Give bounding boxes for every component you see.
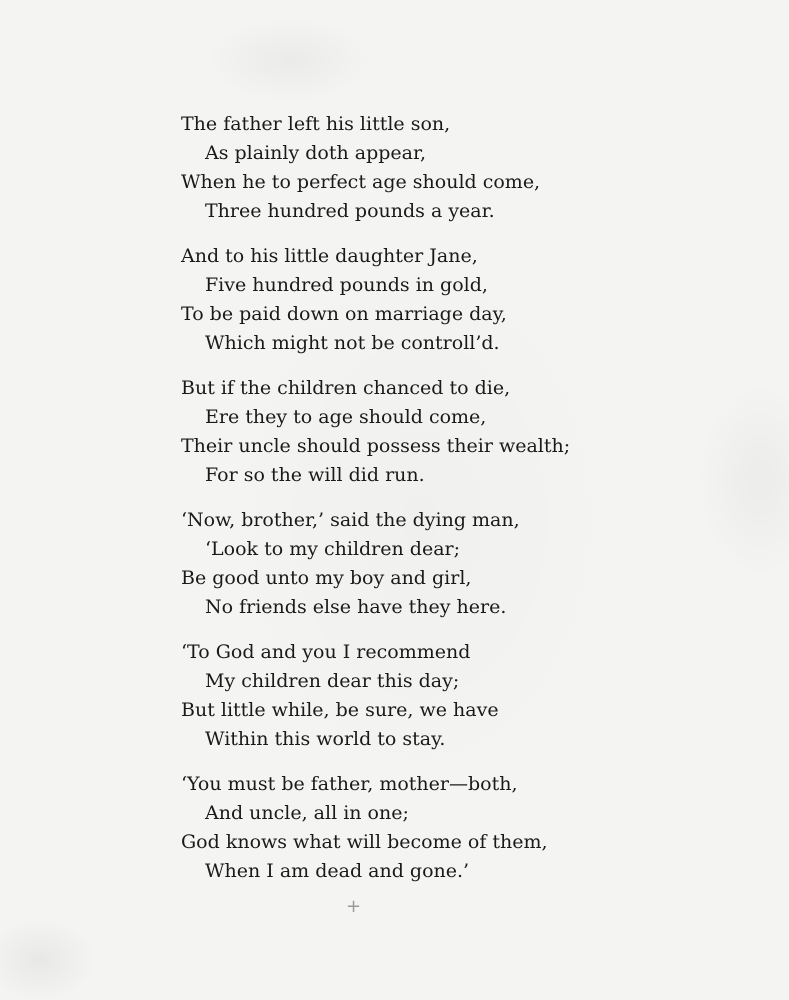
poem-line: Their uncle should possess their wealth; xyxy=(181,435,571,457)
stanza-1 xyxy=(181,110,651,226)
poem-line: My children dear this day; xyxy=(205,670,460,692)
poem-line: ‘To God and you I recommend xyxy=(181,641,471,663)
poem-line: No friends else have they here. xyxy=(205,596,507,618)
poem-line: Within this world to stay. xyxy=(205,728,446,750)
poem-line: ‘Now, brother,’ said the dying man, xyxy=(181,509,520,531)
poem-line: Which might not be controll’d. xyxy=(205,332,500,354)
poem-line: ‘You must be father, mother—both, xyxy=(181,773,518,795)
poem-text xyxy=(181,110,651,902)
poem-line: To be paid down on marriage day, xyxy=(181,303,507,325)
poem-line: But little while, be sure, we have xyxy=(181,699,499,721)
poem-line: ‘Look to my children dear; xyxy=(205,538,461,560)
stanza-2 xyxy=(181,242,651,358)
stanza-6 xyxy=(181,770,651,886)
poem-line: Ere they to age should come, xyxy=(205,406,487,428)
stanza-4 xyxy=(181,506,651,622)
poem-line: God knows what will become of them, xyxy=(181,831,548,853)
pencil-mark: + xyxy=(346,896,362,917)
poem-line: Five hundred pounds in gold, xyxy=(205,274,488,296)
poem-line: Three hundred pounds a year. xyxy=(205,200,495,222)
stanza-5 xyxy=(181,638,651,754)
poem-line: When I am dead and gone.’ xyxy=(205,860,470,882)
poem-line: The father left his little son, xyxy=(181,113,451,135)
poem-line: And uncle, all in one; xyxy=(205,802,409,824)
poem-line: For so the will did run. xyxy=(205,464,425,486)
poem-line: And to his little daughter Jane, xyxy=(181,245,478,267)
poem-line: As plainly doth appear, xyxy=(205,142,427,164)
stanza-3 xyxy=(181,374,651,490)
poem-line: But if the children chanced to die, xyxy=(181,377,511,399)
poem-line: When he to perfect age should come, xyxy=(181,171,541,193)
poem-line: Be good unto my boy and girl, xyxy=(181,567,472,589)
